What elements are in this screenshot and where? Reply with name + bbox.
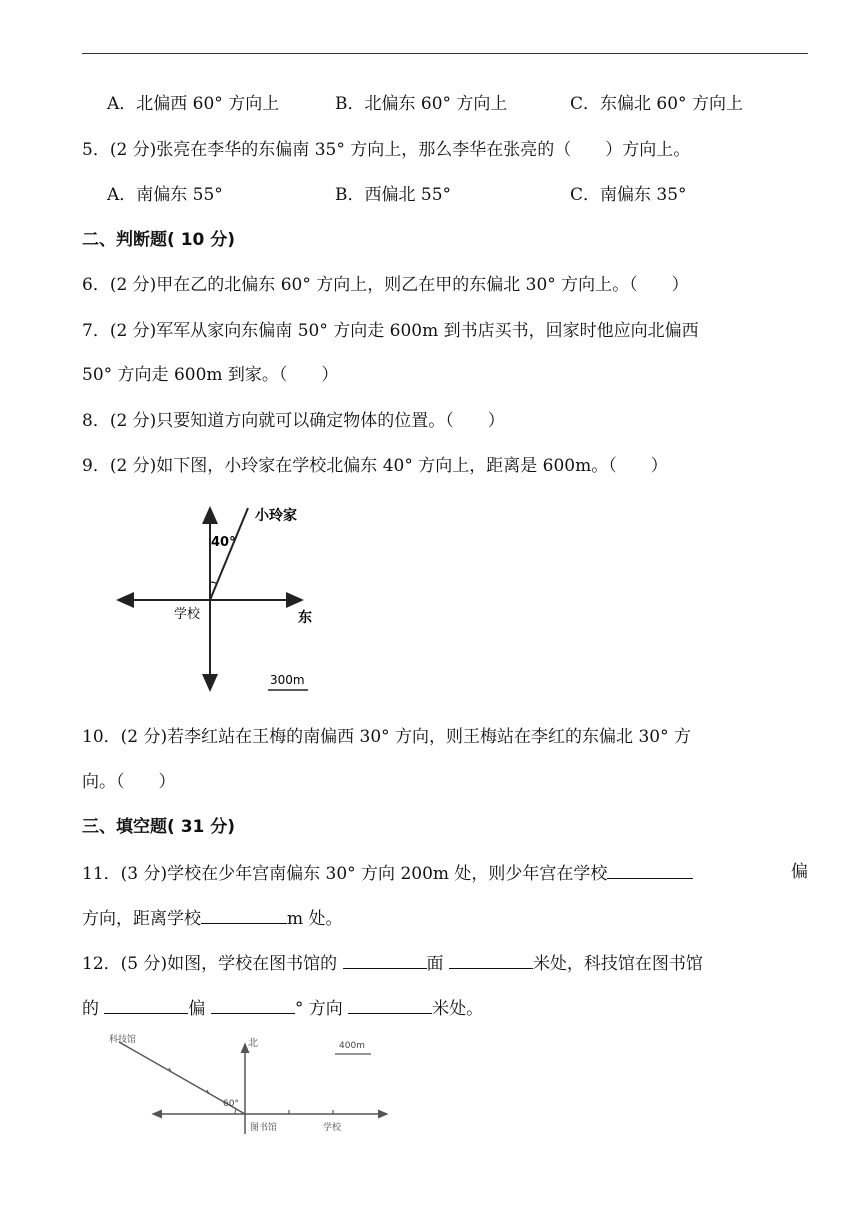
q11-line2 bbox=[82, 905, 343, 931]
header-rule bbox=[82, 53, 808, 54]
q12-blank-4[interactable] bbox=[211, 995, 295, 1014]
home-direction-line bbox=[210, 508, 248, 600]
q10-line1: 10．(2 分)若李红站在王梅的南偏西 30° 方向，则王梅站在李红的东偏北 30° 方 bbox=[82, 727, 691, 747]
q11-text-c: 方向，距离学校 bbox=[82, 909, 201, 929]
q12-text-e: 偏 bbox=[188, 999, 211, 1019]
q12-line1 bbox=[82, 950, 703, 976]
angle-arc-12 bbox=[235, 1109, 237, 1115]
q8-text: 8．(2 分)只要知道方向就可以确定物体的位置。（ ） bbox=[82, 411, 505, 431]
q11-text-b: 偏 bbox=[791, 862, 808, 882]
q4-option-b: B．北偏东 60° 方向上 bbox=[335, 94, 508, 114]
q4-option-a: A．北偏西 60° 方向上 bbox=[107, 94, 280, 114]
angle-arc bbox=[210, 582, 217, 584]
q7-line2: 50° 方向走 600m 到家。（ ） bbox=[82, 365, 339, 385]
q7-line1: 7．(2 分)军军从家向东偏南 50° 方向走 600m 到书店买书，回家时他应向北偏西 bbox=[82, 321, 699, 341]
q12-blank-3[interactable] bbox=[104, 995, 188, 1014]
q12-figure bbox=[105, 1030, 395, 1140]
q12-blank-2[interactable] bbox=[449, 950, 533, 969]
q12-blank-5[interactable] bbox=[348, 995, 432, 1014]
q12-blank-1[interactable] bbox=[343, 950, 427, 969]
scale-label: 300m bbox=[270, 673, 305, 687]
q12-line2 bbox=[82, 995, 483, 1021]
q11-line1 bbox=[82, 860, 808, 886]
scale-label-12: 400m bbox=[339, 1041, 365, 1051]
angle-label: 40° bbox=[211, 535, 236, 550]
section-2-title: 二、判断题( 10 分) bbox=[82, 230, 236, 250]
q5-option-c: C．南偏东 35° bbox=[570, 185, 687, 205]
q12-text-c: 米处，科技馆在图书馆 bbox=[532, 954, 703, 974]
q5-text: 5．(2 分)张亮在李华的东偏南 35° 方向上，那么李华在张亮的（ ）方向上。 bbox=[82, 140, 691, 160]
q10-line2: 向。（ ） bbox=[82, 772, 176, 792]
east-label: 东 bbox=[298, 610, 312, 626]
q9-text: 9．(2 分)如下图，小玲家在学校北偏东 40° 方向上，距离是 600m。（ ） bbox=[82, 456, 668, 476]
q5-option-b: B．西偏北 55° bbox=[335, 185, 452, 205]
q12-text-d: 的 bbox=[82, 999, 105, 1019]
q12-text-b: 面 bbox=[426, 954, 449, 974]
q12-text-a: 12．(5 分)如图，学校在图书馆的 bbox=[82, 954, 343, 974]
q12-text-f: ° 方向 bbox=[294, 999, 349, 1019]
library-label: 图书馆 bbox=[250, 1123, 278, 1133]
home-label: 小玲家 bbox=[255, 508, 297, 524]
q6-text: 6．(2 分)甲在乙的北偏东 60° 方向上，则乙在甲的东偏北 30° 方向上。（ ） bbox=[82, 275, 689, 295]
q12-text-g: 米处。 bbox=[432, 999, 484, 1019]
q11-blank-2[interactable] bbox=[201, 905, 287, 924]
q9-figure bbox=[110, 496, 320, 696]
north-label: 北 bbox=[248, 1038, 258, 1049]
q11-blank-1[interactable] bbox=[607, 860, 693, 879]
school-label: 学校 bbox=[174, 607, 201, 622]
q4-option-c: C．东偏北 60° 方向上 bbox=[570, 94, 743, 114]
school-label-12: 学校 bbox=[323, 1123, 342, 1133]
q11-text-a: 11．(3 分)学校在少年宫南偏东 30° 方向 200m 处，则少年宫在学校 bbox=[82, 864, 608, 884]
section-3-title: 三、填空题( 31 分) bbox=[82, 817, 236, 837]
q5-option-a: A．南偏东 55° bbox=[107, 185, 223, 205]
kejiguan-label: 科技馆 bbox=[109, 1035, 137, 1045]
q11-text-d: m 处。 bbox=[287, 909, 343, 929]
angle-label-12: 60° bbox=[223, 1099, 239, 1109]
